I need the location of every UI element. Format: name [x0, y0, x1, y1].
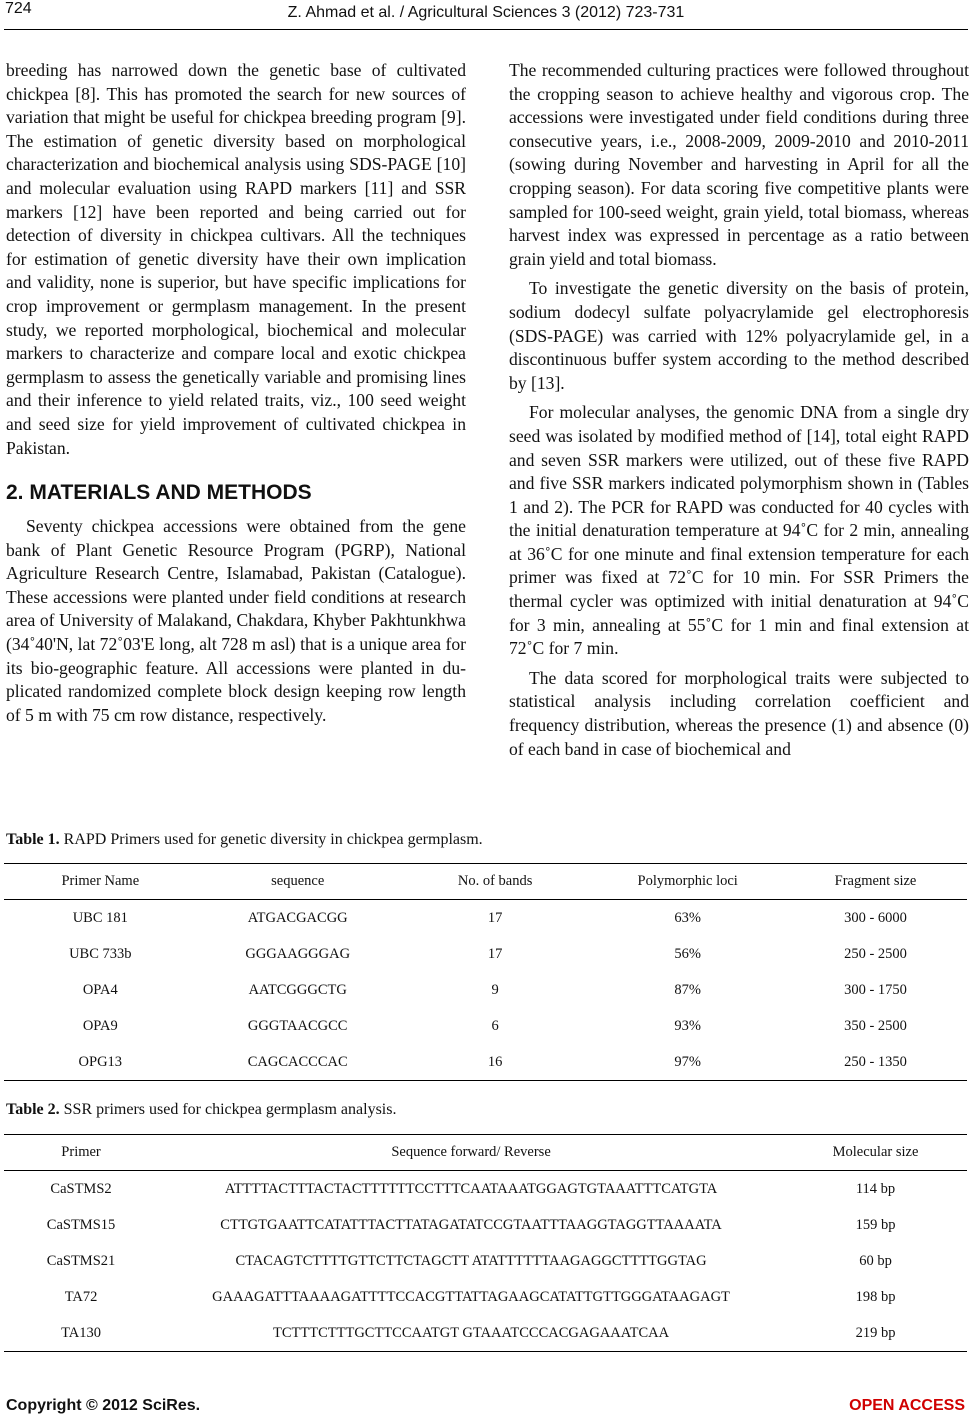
table1-header-cell: Primer Name — [4, 864, 197, 900]
table1-header-cell: sequence — [197, 864, 399, 900]
table-cell: CaSTMS2 — [50, 1180, 112, 1197]
table-cell: 60 bp — [859, 1252, 892, 1269]
table-cell: 198 bp — [855, 1288, 896, 1305]
table-cell: 16 — [399, 1044, 592, 1081]
table2-caption-label: Table 2. — [6, 1101, 60, 1118]
table-cell: CaSTMS15 — [46, 1216, 116, 1233]
table-cell: UBC 733b — [69, 945, 132, 962]
table-row — [4, 1279, 967, 1315]
right-column — [509, 59, 969, 761]
table-cell: 87% — [674, 981, 701, 998]
table-cell: GAAAGATTTAAAAGATTTTCCACGTTATTAGAAGCATATTGTTGGGATAAGAGT — [212, 1288, 730, 1305]
table2-header-cell: Sequence forward/ Reverse — [158, 1135, 784, 1171]
body-paragraph: Seventy chickpea accessions were obtained from the gene bank of Plant Genetic Resource Program (PGRP), National Agriculture Research Centre, Islamabad, Pakistan (Catalogue). These accessions were planted under field conditions at research area of University of Malakand, Chakdara, Khyber Pakhtunkhwa (34˚40'N, lat 72˚03'E long, alt 728 m asl) that is a unique area for its bio-geographic feature. All accessions were planted in du- plicated randomized complete block design keeping row length of 5 m with 75 cm row distance, respectively. — [6, 516, 466, 725]
table2-header-row — [4, 1135, 967, 1171]
table-cell: 56% — [674, 945, 701, 962]
table-cell: OPA9 — [82, 1017, 118, 1034]
section-heading: 2. MATERIALS AND METHODS — [6, 481, 312, 505]
table-cell: 250 - 1350 — [784, 1044, 967, 1081]
table-cell: ATGACGACGG — [247, 909, 348, 926]
table-cell: 114 bp — [855, 1180, 896, 1197]
body-paragraph: The data scored for morphological traits were subjected to statistical analysis including correlation coefficient and frequency distribution, whereas the presence (1) and absence (0) of each band in case of biochemical and — [509, 667, 969, 759]
table-cell: CTTGTGAATTCATATTTACTTATAGATATCCGTAATTTAAGGTAGGTTAAAATA — [220, 1216, 722, 1233]
body-paragraph: breeding has narrowed down the genetic base of cultivated chickpea [8]. This has promoted the search for new sources of variation that might be useful for chickpea breeding program [9]. The estimation of genetic diversity based on morphological characterization and biochemical analysis using SDS-PAGE [10] and molecular evaluation using RAPD markers [11] and SSR markers [12] have been reported and being carried out for detection of diversity in chickpea cultivars. All the techniques for estimation of genetic diversity have their own implication and validity, none is superior, but have specific implications for crop improvement or germplasm management. In the present study, we reported morphological, biochemical and molecular markers to characterize and compare local and exotic chickpea germplasm to assess the genetically variable and promising lines and their inference to yield related traits, viz., 100 seed weight and seed size for yield improvement of cultivated chickpea in Pakistan. — [6, 60, 466, 458]
table1-caption-text: RAPD Primers used for genetic diversity in chickpea germplasm. — [59, 831, 483, 848]
table-row — [4, 1243, 967, 1279]
table1-header-cell: Fragment size — [784, 864, 967, 900]
table-cell: AATCGGGCTG — [248, 981, 347, 998]
table-cell: 63% — [674, 909, 701, 926]
table-cell: 159 bp — [855, 1216, 896, 1233]
left-column — [6, 59, 466, 727]
table1-caption-label: Table 1. — [6, 831, 60, 848]
table2-header-cell: Molecular size — [784, 1135, 967, 1171]
table-cell: 300 - 6000 — [844, 909, 907, 926]
open-access-label: OPEN ACCESS — [849, 1397, 965, 1414]
table-cell: TCTTTCTTTGCTTCCAATGT GTAAATCCCACGAGAAATCAA — [158, 1315, 784, 1352]
table-cell: 17 — [487, 945, 503, 962]
table-row — [4, 1207, 967, 1243]
table2 — [4, 1134, 967, 1352]
table-row — [4, 1315, 967, 1352]
running-head: Z. Ahmad et al. / Agricultural Sciences 3 (2012) 723-731 — [287, 4, 685, 21]
table-cell: TA130 — [4, 1315, 158, 1352]
header-rule — [4, 29, 968, 30]
table-row — [4, 1044, 967, 1081]
table-cell: 97% — [591, 1044, 784, 1081]
table-cell: 9 — [491, 981, 499, 998]
table2-header-cell: Primer — [4, 1135, 158, 1171]
table-cell: OPA4 — [82, 981, 118, 998]
body-paragraph: To investigate the genetic diversity on the basis of protein, sodium dodecyl sulfate polyacrylamide gel electrophoresis (SDS-PAGE) was carried with 12% polyacrylamide gel, in a discontinuous buffer system according to the method described by [13]. — [509, 278, 969, 393]
table-cell: CaSTMS21 — [46, 1252, 116, 1269]
table-row — [4, 1171, 967, 1208]
table-cell: ATTTTACTTTACTACTTTTTTCCTTTCAATAAATGGAGTGTAAATTTCATGTA — [224, 1180, 718, 1197]
table-cell: 350 - 2500 — [844, 1017, 907, 1034]
table1 — [4, 863, 967, 1081]
table-cell: GGGTAACGCC — [247, 1017, 348, 1034]
table2-caption — [6, 1101, 396, 1119]
table1-header-cell: No. of bands — [399, 864, 592, 900]
table-row — [4, 900, 967, 937]
table1-header-row — [4, 864, 967, 900]
body-paragraph: The recommended culturing practices were followed throughout the cropping season to achieve healthy and vigorous crop. The accessions were investigated under field conditions during three consecutive years, i.e., 2008-2009, 2009-2010 and 2010-2011 (sowing during November and harvesting in April for all the cropping season). For data scoring five competitive plants were sampled for 100-seed weight, grain yield, total biomass, whereas harvest index was expressed in percentage as a ratio between grain yield and total biomass. — [509, 60, 969, 269]
table1-header-cell: Polymorphic loci — [591, 864, 784, 900]
table-cell: UBC 181 — [72, 909, 128, 926]
table-cell: 300 - 1750 — [844, 981, 907, 998]
table-cell: GGGAAGGGAG — [245, 945, 351, 962]
table-row — [4, 972, 967, 1008]
table-cell: 17 — [487, 909, 503, 926]
table-cell: 6 — [491, 1017, 499, 1034]
copyright-notice: Copyright © 2012 SciRes. — [6, 1397, 201, 1414]
table-cell: 219 bp — [784, 1315, 967, 1352]
table-cell: 93% — [674, 1017, 701, 1034]
body-paragraph: For molecular analyses, the genomic DNA from a single dry seed was isolated by modified method of [14], total eight RAPD and seven SSR markers were utilized, out of these five RAPD and five SSR markers indicated polymorphism shown in (Tables 1 and 2). The PCR for RAPD was conducted for 40 cycles with the initial denaturation temperature at 94˚C for 2 min, annealing at 36˚C for one minute and final extension temperature for each primer was fixed at 72˚C for 10 min. For SSR Primers the thermal cycler was optimized with initial denaturation at 94˚C for 3 min, annealing at 55˚C for 1 min and final extension at 72˚C for 7 min. — [509, 402, 969, 659]
table-row — [4, 1008, 967, 1044]
table-cell: CTACAGTCTTTTGTTCTTCTAGCTT ATATTTTTTAAGAGGCTTTTGGTAG — [235, 1252, 707, 1269]
table-cell: OPG13 — [4, 1044, 197, 1081]
table-cell: 250 - 2500 — [844, 945, 907, 962]
table-cell: CAGCACCCAC — [197, 1044, 399, 1081]
page-number: 724 — [5, 0, 32, 17]
table-row — [4, 936, 967, 972]
table-cell: TA72 — [64, 1288, 98, 1305]
table2-caption-text: SSR primers used for chickpea germplasm analysis. — [59, 1101, 397, 1118]
table1-caption — [6, 831, 483, 849]
